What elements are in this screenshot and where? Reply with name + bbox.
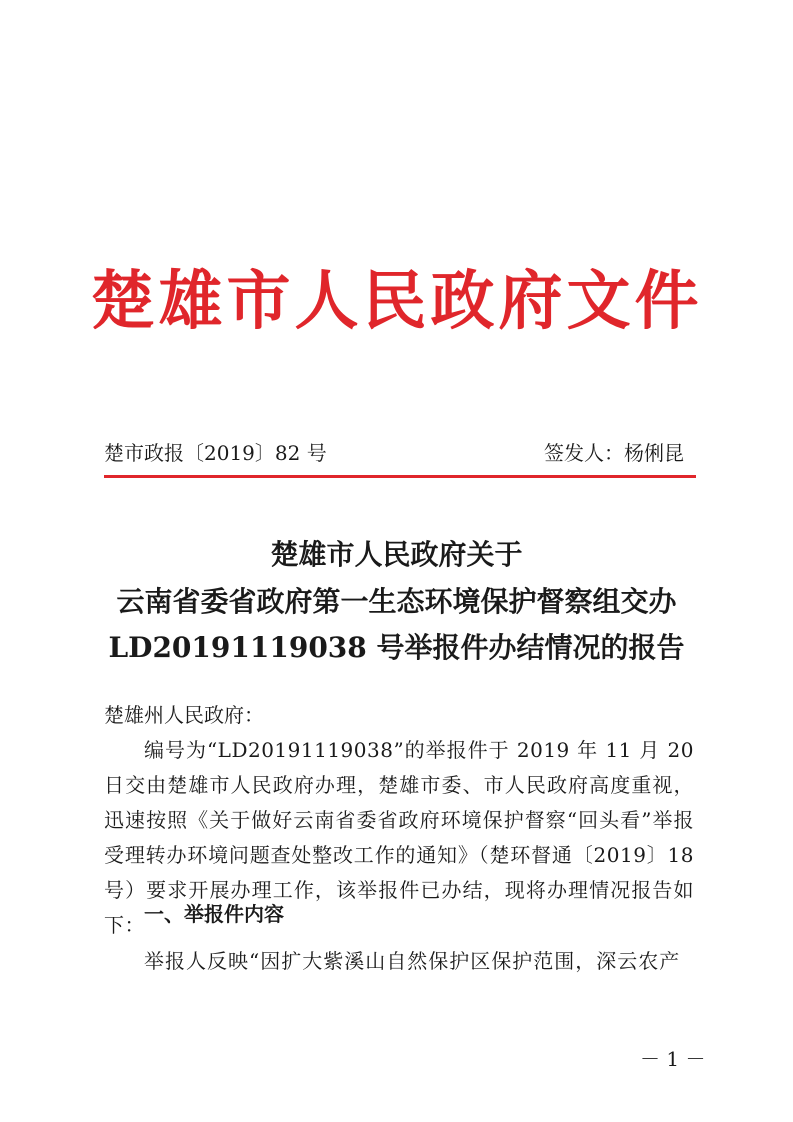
report-title-line-1: 楚雄市人民政府关于 <box>270 538 523 571</box>
red-divider-line <box>104 475 696 478</box>
signer: 签发人：杨俐昆 <box>544 441 684 465</box>
body-paragraph-1: 编号为“LD20191119038”的举报件于 2019 年 11 月 20 日交由楚雄市人民政府办理，楚雄市委、市人民政府高度重视，迅速按照《关于做好云南省委省政府环境保护督察“回头看”举报受理转办环境问题查处整改工作的通知》（楚环督通〔2019〕18 号）要求开展办理工作，该举报件已办结，现将办理情况报告如下： <box>104 738 694 937</box>
page-number: － 1 － <box>640 1047 706 1071</box>
document-header-line <box>104 437 696 469</box>
body-paragraph-2: 举报人反映“因扩大紫溪山自然保护区保护范围，深云农产 <box>144 949 681 973</box>
section-heading-1: 一、举报件内容 <box>144 902 284 926</box>
masthead-title: 楚雄市人民政府文件 <box>90 265 703 339</box>
document-number: 楚市政报〔2019〕82 号 <box>104 441 327 465</box>
salutation: 楚雄州人民政府： <box>104 703 264 727</box>
report-title-line-3: LD20191119038 号举报件办结情况的报告 <box>108 631 685 664</box>
report-title-line-2: 云南省委省政府第一生态环境保护督察组交办 <box>116 585 677 618</box>
